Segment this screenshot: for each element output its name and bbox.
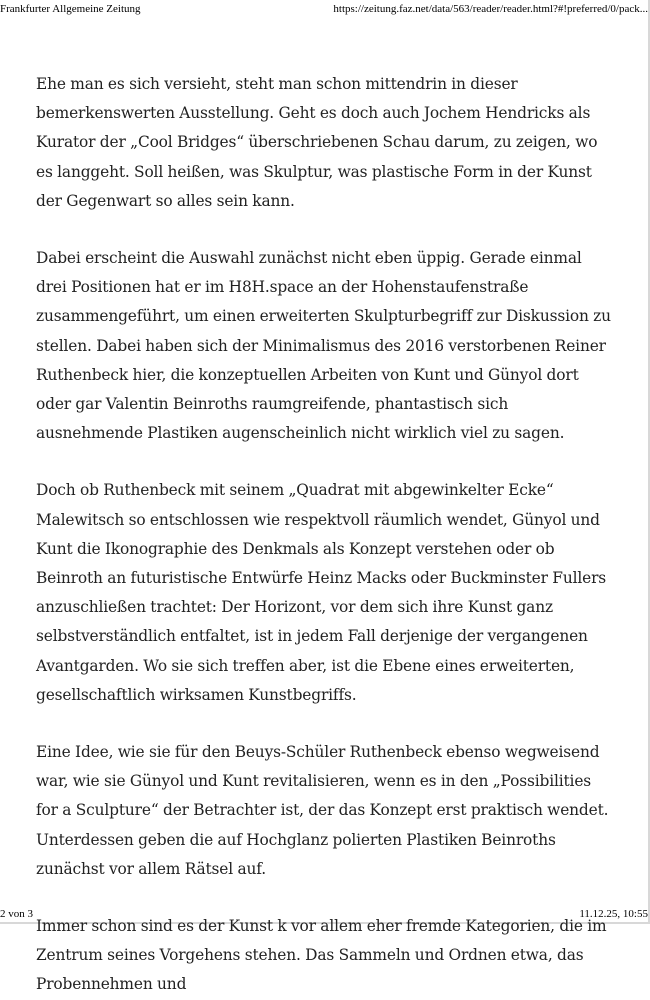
site-title: Frankfurter Allgemeine Zeitung [0,3,141,15]
page-indicator: 2 von 3 [0,908,33,920]
print-timestamp: 11.12.25, 10:55 [579,908,648,920]
print-footer [0,908,648,920]
article-paragraph-5: Immer schon sind es der Kunst k vor allem eher fremde Kategorien, die im Zentrum seines Vorgehens stehen. Das Sammeln und Ordnen etwa, das Probennehmen und [36,917,607,994]
article-paragraph-1: Ehe man es sich versieht, steht man schon mittendrin in dieser bemerkenswerten Ausstellung. Geht es doch auch Jochem Hendricks als Kurator der „Cool Bridges“ überschriebenen Schau darum, zu zeigen, wo es langgeht. Soll heißen, was Skulptur, was plastische Form in der Kunst der Gegenwart so alles sein kann. [36,75,598,210]
page-url: https://zeitung.faz.net/data/563/reader/reader.html?#!preferred/0/pack... [333,3,648,15]
article-body [36,70,616,1000]
article-paragraph-2: Dabei erscheint die Auswahl zunächst nicht eben üppig. Gerade einmal drei Positionen hat er im H8H.space an der Hohenstaufenstraße zusammengeführt, um einen erweiterten Skulpturbegriff zur Diskussion zu stellen. Dabei haben sich der Minimalismus des 2016 verstorbenen Reiner Ruthenbeck hier, die konzeptuellen Arbeiten von Kunt und Günyol dort oder gar Valentin Beinroths raumgreifende, phantastisch sich ausnehmende Plastiken augenscheinlich nicht wirklich viel zu sagen. [36,249,611,443]
article-paragraph-4: Eine Idee, wie sie für den Beuys-Schüler Ruthenbeck ebenso wegweisend war, wie sie Günyol und Kunt revitalisieren, wenn es in den „Possibilities for a Sculpture“ der Betrachter ist, der das Konzept erst praktisch wendet. Unterdessen geben die auf Hochglanz polierten Plastiken Beinroths zunächst vor allem Rätsel auf. [36,743,609,878]
print-header [0,3,648,15]
article-paragraph-3: Doch ob Ruthenbeck mit seinem „Quadrat mit abgewinkelter Ecke“ Malewitsch so entschlossen wie respektvoll räumlich wendet, Günyol und Kunt die Ikonographie des Denkmals als Konzept verstehen oder ob Beinroth an futuristische Entwürfe Heinz Macks oder Buckminster Fullers anzuschließen trachtet: Der Horizont, vor dem sich ihre Kunst ganz selbstverständlich entfaltet, ist in jedem Fall derjenige der vergangenen Avantgarden. Wo sie sich treffen aber, ist die Ebene eines erweiterten, gesellschaftlich wirksamen Kunstbegriffs. [36,481,607,704]
